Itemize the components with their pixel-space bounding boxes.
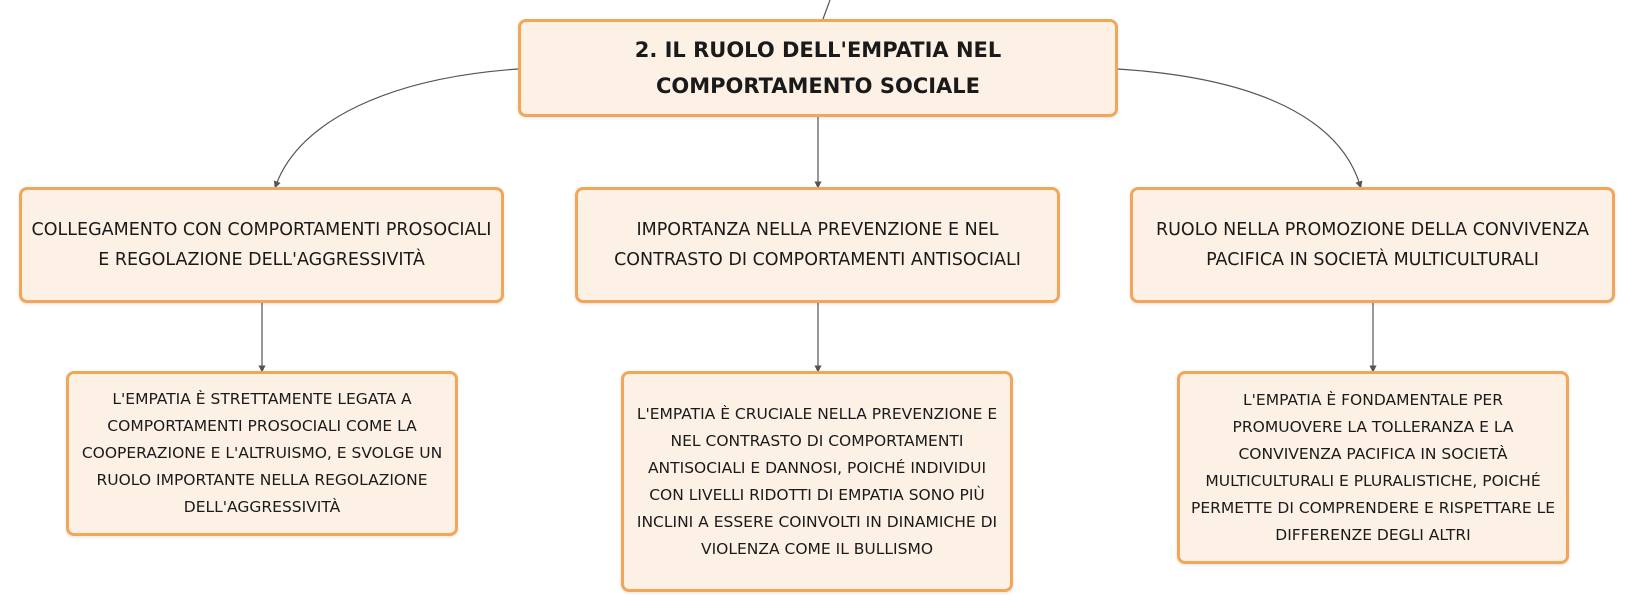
branch-label-coexistence: RUOLO NELLA PROMOZIONE DELLA CONVIVENZA PACIFICA IN SOCIETÀ MULTICULTURALI bbox=[1155, 220, 1590, 270]
detail-text-coexistence: L'EMPATIA È FONDAMENTALE PER PROMUOVERE LA TOLLERANZA E LA CONVIVENZA PACIFICA IN SOCIETÀ MULTICULTURALI E PLURALISTICHE, POICHÉ PERMETTE DI COMPRENDERE E RISPETTARE LE DIFFERENZE DEGLI ALTRI bbox=[1190, 390, 1556, 544]
detail-text-prosocial: L'EMPATIA È STRETTAMENTE LEGATA A COMPORTAMENTI PROSOCIALI COME LA COOPERAZIONE E L'ALTRUISMO, E SVOLGE UN RUOLO IMPORTANTE NELLA REGOLAZIONE DELL'AGGRESSIVITÀ bbox=[81, 390, 443, 516]
branch-node-prosocial[interactable] bbox=[19, 187, 504, 303]
detail-node-coexistence[interactable] bbox=[1177, 371, 1569, 564]
detail-text-prevention: L'EMPATIA È CRUCIALE NELLA PREVENZIONE E NEL CONTRASTO DI COMPORTAMENTI ANTISOCIALI E DANNOSI, POICHÉ INDIVIDUI CON LIVELLI RIDOTTI DI EMPATIA SONO PIÙ INCLINI A ESSERE COINVOLTI IN DINAMICHE DI VIOLENZA COME IL BULLISMO bbox=[636, 404, 998, 558]
connector-root-incoming bbox=[823, 0, 830, 19]
connector-root-to-left bbox=[276, 69, 518, 185]
branch-label-prosocial: COLLEGAMENTO CON COMPORTAMENTI PROSOCIALI E REGOLAZIONE DELL'AGGRESSIVITÀ bbox=[31, 220, 492, 270]
branch-node-coexistence[interactable] bbox=[1130, 187, 1615, 303]
root-topic-node[interactable] bbox=[518, 19, 1118, 117]
connector-root-to-right bbox=[1118, 69, 1360, 185]
root-topic-label: 2. IL RUOLO DELL'EMPATIA NEL COMPORTAMENTO SOCIALE bbox=[634, 38, 1002, 98]
detail-node-prevention[interactable] bbox=[621, 371, 1013, 592]
branch-node-prevention[interactable] bbox=[575, 187, 1060, 303]
detail-node-prosocial[interactable] bbox=[66, 371, 458, 536]
branch-label-prevention: IMPORTANZA NELLA PREVENZIONE E NEL CONTRASTO DI COMPORTAMENTI ANTISOCIALI bbox=[614, 220, 1021, 270]
